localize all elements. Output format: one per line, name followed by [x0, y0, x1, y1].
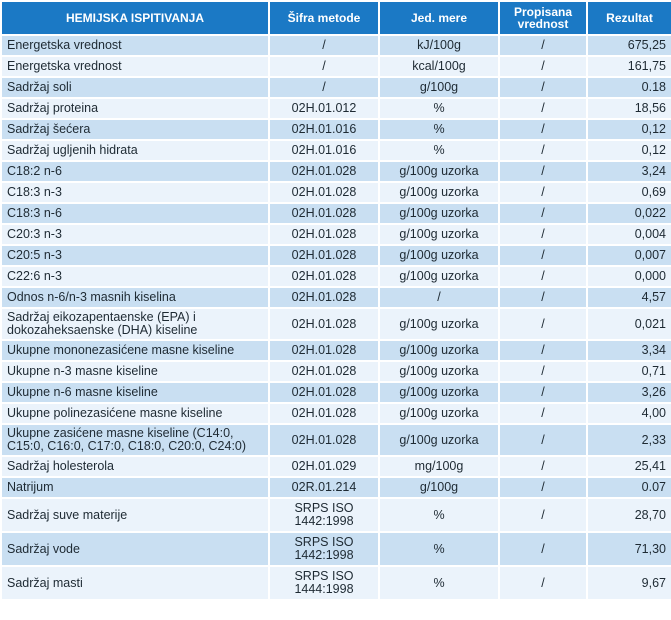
table-row	[1, 403, 671, 424]
cell-prescribed-value: /	[499, 340, 587, 361]
table-row	[1, 224, 671, 245]
table-row	[1, 98, 671, 119]
cell-result: 3,34	[587, 340, 671, 361]
cell-result: 0,12	[587, 119, 671, 140]
cell-result: 0,000	[587, 266, 671, 287]
cell-method-code: 02H.01.028	[269, 224, 379, 245]
cell-prescribed-value: /	[499, 77, 587, 98]
cell-method-code: 02H.01.016	[269, 140, 379, 161]
cell-method-code: 02H.01.028	[269, 424, 379, 456]
table-row	[1, 203, 671, 224]
cell-prescribed-value: /	[499, 456, 587, 477]
table-header	[1, 1, 671, 35]
table-row	[1, 424, 671, 456]
table-row	[1, 35, 671, 56]
cell-prescribed-value: /	[499, 361, 587, 382]
cell-method-code: 02H.01.028	[269, 308, 379, 340]
cell-unit: g/100g	[379, 77, 499, 98]
cell-prescribed-value: /	[499, 224, 587, 245]
cell-prescribed-value: /	[499, 56, 587, 77]
cell-method-code: 02H.01.028	[269, 203, 379, 224]
table-row	[1, 287, 671, 308]
cell-test-name: Sadržaj proteina	[1, 98, 269, 119]
table-row	[1, 340, 671, 361]
cell-method-code: /	[269, 35, 379, 56]
cell-test-name: Energetska vrednost	[1, 56, 269, 77]
cell-prescribed-value: /	[499, 161, 587, 182]
cell-result: 0,12	[587, 140, 671, 161]
cell-result: 0,69	[587, 182, 671, 203]
cell-method-code: 02H.01.012	[269, 98, 379, 119]
cell-prescribed-value: /	[499, 35, 587, 56]
cell-unit: g/100g uzorka	[379, 382, 499, 403]
table-row	[1, 498, 671, 532]
table-row	[1, 266, 671, 287]
cell-method-code: /	[269, 56, 379, 77]
cell-unit: g/100g uzorka	[379, 203, 499, 224]
cell-result: 0,022	[587, 203, 671, 224]
cell-method-code: 02H.01.028	[269, 361, 379, 382]
cell-method-code: 02H.01.028	[269, 340, 379, 361]
cell-result: 0,71	[587, 361, 671, 382]
cell-test-name: C20:3 n-3	[1, 224, 269, 245]
cell-unit: /	[379, 287, 499, 308]
cell-test-name: Ukupne n-6 masne kiseline	[1, 382, 269, 403]
cell-test-name: C18:3 n-3	[1, 182, 269, 203]
cell-method-code: /	[269, 77, 379, 98]
cell-result: 3,24	[587, 161, 671, 182]
table-row	[1, 532, 671, 566]
cell-test-name: Sadržaj masti	[1, 566, 269, 600]
cell-method-code: 02H.01.028	[269, 382, 379, 403]
cell-method-code: 02H.01.029	[269, 456, 379, 477]
cell-result: 0.07	[587, 477, 671, 498]
cell-prescribed-value: /	[499, 498, 587, 532]
cell-result: 28,70	[587, 498, 671, 532]
cell-test-name: Ukupne zasićene masne kiseline (C14:0, C15:0, C16:0, C17:0, C18:0, C20:0, C24:0)	[1, 424, 269, 456]
cell-prescribed-value: /	[499, 477, 587, 498]
cell-unit: %	[379, 98, 499, 119]
table-row	[1, 140, 671, 161]
cell-method-code: 02H.01.028	[269, 182, 379, 203]
header-method: Šifra metode	[269, 1, 379, 35]
cell-result: 4,57	[587, 287, 671, 308]
cell-test-name: Ukupne polinezasićene masne kiseline	[1, 403, 269, 424]
cell-prescribed-value: /	[499, 424, 587, 456]
cell-unit: mg/100g	[379, 456, 499, 477]
cell-result: 0.18	[587, 77, 671, 98]
cell-unit: g/100g uzorka	[379, 403, 499, 424]
table-row	[1, 182, 671, 203]
cell-method-code: 02H.01.016	[269, 119, 379, 140]
cell-method-code: 02H.01.028	[269, 266, 379, 287]
cell-test-name: Sadržaj šećera	[1, 119, 269, 140]
cell-unit: %	[379, 498, 499, 532]
header-result: Rezultat	[587, 1, 671, 35]
cell-test-name: Sadržaj eikozapentaenske (EPA) i dokozaheksaenske (DHA) kiseline	[1, 308, 269, 340]
table-row	[1, 477, 671, 498]
cell-method-code: 02H.01.028	[269, 287, 379, 308]
cell-unit: kcal/100g	[379, 56, 499, 77]
cell-unit: g/100g uzorka	[379, 245, 499, 266]
cell-method-code: 02H.01.028	[269, 245, 379, 266]
cell-test-name: C22:6 n-3	[1, 266, 269, 287]
table-row	[1, 382, 671, 403]
cell-result: 0,021	[587, 308, 671, 340]
cell-method-code: SRPS ISO 1442:1998	[269, 532, 379, 566]
cell-prescribed-value: /	[499, 203, 587, 224]
cell-method-code: 02R.01.214	[269, 477, 379, 498]
cell-result: 675,25	[587, 35, 671, 56]
cell-method-code: SRPS ISO 1442:1998	[269, 498, 379, 532]
cell-result: 2,33	[587, 424, 671, 456]
cell-test-name: Sadržaj soli	[1, 77, 269, 98]
cell-unit: g/100g	[379, 477, 499, 498]
cell-method-code: SRPS ISO 1444:1998	[269, 566, 379, 600]
cell-result: 3,26	[587, 382, 671, 403]
cell-test-name: Sadržaj holesterola	[1, 456, 269, 477]
cell-prescribed-value: /	[499, 403, 587, 424]
table-row	[1, 56, 671, 77]
cell-method-code: 02H.01.028	[269, 161, 379, 182]
cell-unit: g/100g uzorka	[379, 266, 499, 287]
cell-unit: kJ/100g	[379, 35, 499, 56]
cell-result: 9,67	[587, 566, 671, 600]
cell-unit: g/100g uzorka	[379, 308, 499, 340]
table-body	[1, 35, 671, 600]
table-row	[1, 161, 671, 182]
cell-test-name: C18:3 n-6	[1, 203, 269, 224]
header-unit: Jed. mere	[379, 1, 499, 35]
cell-unit: g/100g uzorka	[379, 424, 499, 456]
cell-unit: %	[379, 532, 499, 566]
cell-prescribed-value: /	[499, 140, 587, 161]
table-row	[1, 245, 671, 266]
cell-test-name: Sadržaj suve materije	[1, 498, 269, 532]
table-row	[1, 119, 671, 140]
cell-test-name: Sadržaj vode	[1, 532, 269, 566]
table-row	[1, 308, 671, 340]
cell-result: 71,30	[587, 532, 671, 566]
cell-unit: g/100g uzorka	[379, 182, 499, 203]
table-row	[1, 361, 671, 382]
cell-result: 18,56	[587, 98, 671, 119]
cell-unit: g/100g uzorka	[379, 224, 499, 245]
cell-unit: %	[379, 566, 499, 600]
header-test: HEMIJSKA ISPITIVANJA	[1, 1, 269, 35]
cell-result: 0,007	[587, 245, 671, 266]
table-row	[1, 456, 671, 477]
table-row	[1, 566, 671, 600]
cell-prescribed-value: /	[499, 532, 587, 566]
cell-prescribed-value: /	[499, 245, 587, 266]
cell-unit: %	[379, 140, 499, 161]
table-row	[1, 77, 671, 98]
cell-test-name: Energetska vrednost	[1, 35, 269, 56]
cell-prescribed-value: /	[499, 119, 587, 140]
cell-prescribed-value: /	[499, 98, 587, 119]
cell-result: 4,00	[587, 403, 671, 424]
cell-method-code: 02H.01.028	[269, 403, 379, 424]
cell-prescribed-value: /	[499, 382, 587, 403]
cell-prescribed-value: /	[499, 182, 587, 203]
cell-unit: %	[379, 119, 499, 140]
cell-test-name: Ukupne n-3 masne kiseline	[1, 361, 269, 382]
cell-result: 161,75	[587, 56, 671, 77]
cell-prescribed-value: /	[499, 566, 587, 600]
cell-test-name: C18:2 n-6	[1, 161, 269, 182]
cell-unit: g/100g uzorka	[379, 361, 499, 382]
cell-prescribed-value: /	[499, 266, 587, 287]
cell-result: 0,004	[587, 224, 671, 245]
header-limit: Propisana vrednost	[499, 1, 587, 35]
cell-test-name: Ukupne mononezasićene masne kiseline	[1, 340, 269, 361]
cell-unit: g/100g uzorka	[379, 161, 499, 182]
cell-prescribed-value: /	[499, 308, 587, 340]
cell-unit: g/100g uzorka	[379, 340, 499, 361]
cell-result: 25,41	[587, 456, 671, 477]
cell-test-name: Natrijum	[1, 477, 269, 498]
cell-test-name: Sadržaj ugljenih hidrata	[1, 140, 269, 161]
cell-test-name: Odnos n-6/n-3 masnih kiselina	[1, 287, 269, 308]
cell-test-name: C20:5 n-3	[1, 245, 269, 266]
header-row	[1, 1, 671, 35]
cell-prescribed-value: /	[499, 287, 587, 308]
